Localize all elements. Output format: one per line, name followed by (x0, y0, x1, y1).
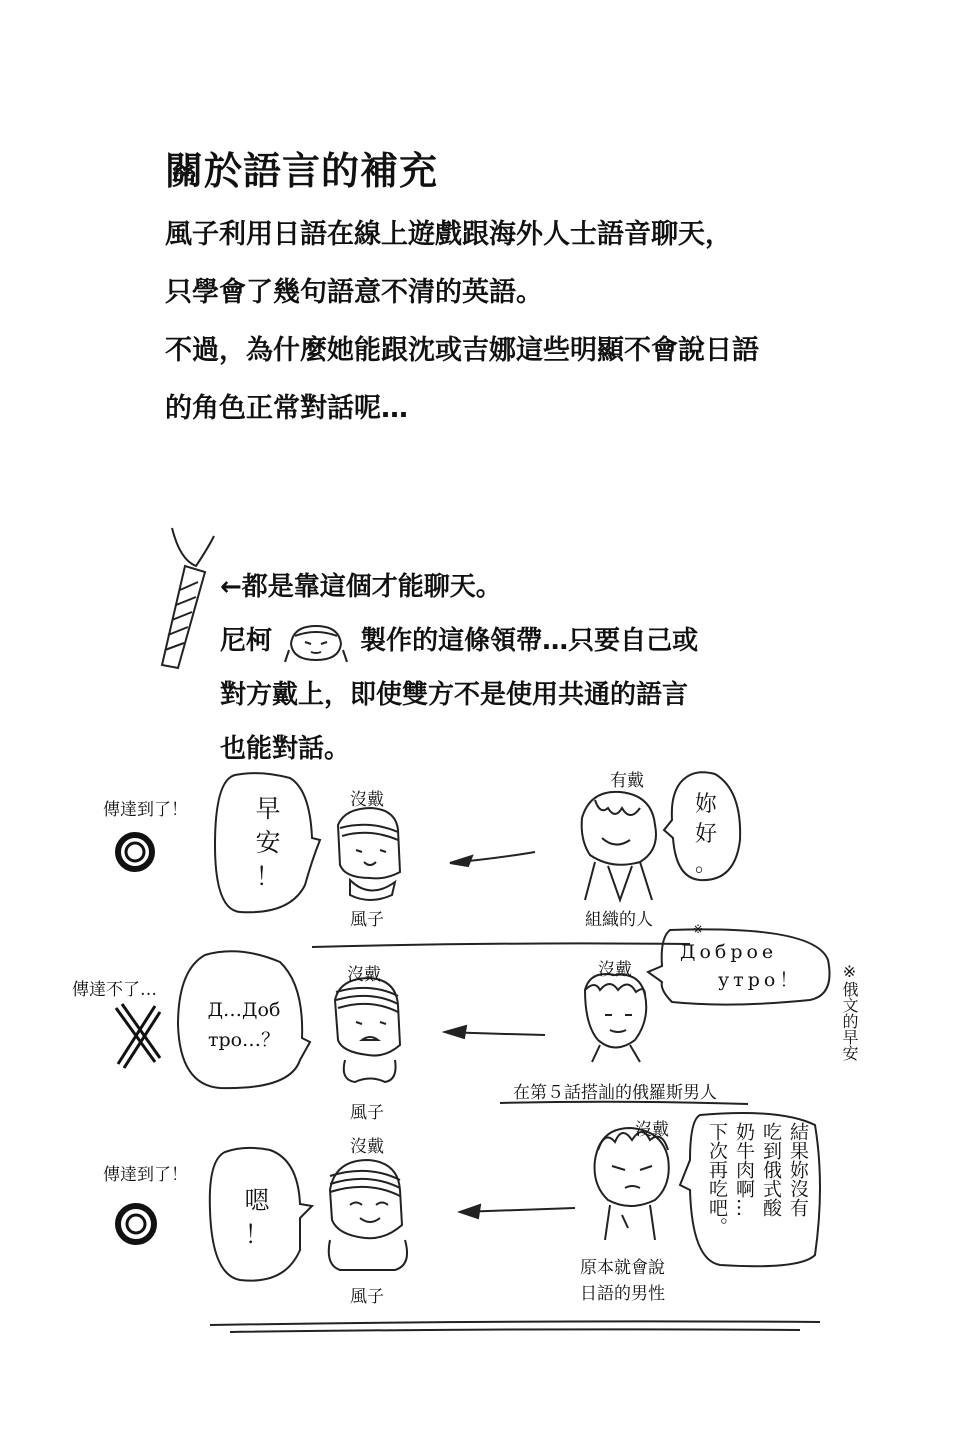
character-name: 風子 (350, 910, 384, 930)
intro-line: 的角色正常對話呢… (165, 393, 408, 424)
tie-text-segment: 尼柯 (220, 626, 273, 656)
russian-man-icon (585, 974, 646, 1062)
tie-text-line: 也能對話。 (220, 734, 351, 764)
tie-status-label: 沒戴 (350, 790, 384, 810)
bubble-line: ！ (255, 862, 281, 891)
result-label: 傳達不了… (72, 980, 157, 1000)
tie-status-label: 沒戴 (347, 965, 381, 985)
bubble-column: 下次再吃吧。 (706, 1122, 728, 1236)
tie-status-label: 沒戴 (598, 960, 632, 980)
bubble-line: утро！ (718, 969, 803, 991)
character-name (580, 1255, 665, 1307)
arrow-icon (445, 1026, 545, 1038)
intro-line: 只學會了幾句語意不清的英語。 (165, 277, 543, 308)
arrow-icon (450, 852, 535, 866)
bubble-line: 妳 (694, 792, 717, 817)
speech-bubble-text (232, 1184, 282, 1252)
bubble-line: ！ (244, 1220, 270, 1249)
tie-status-label: 有戴 (610, 771, 644, 791)
character-name: 風子 (350, 1287, 384, 1307)
bubble-line: Д…Доб (207, 999, 281, 1021)
name-line: 日語的男性 (580, 1284, 665, 1304)
speech-bubble-text (703, 1122, 811, 1262)
side-note: ※俄文的早安 (840, 962, 859, 1061)
tie-text-line: ←都是靠這個才能聊天。 (220, 572, 502, 602)
tie-text-segment: 製作的這條領帶…只要自己或 (360, 626, 699, 656)
organization-person-icon (582, 792, 656, 900)
bubble-column: 奶牛肉啊… (733, 1122, 755, 1217)
result-label: 傳達到了！ (103, 1165, 188, 1185)
speech-bubble-text (238, 792, 298, 894)
fuuko-character-icon (329, 1160, 407, 1270)
japanese-speaking-man-icon (595, 1128, 669, 1240)
page-title: 關於語言的補充 (165, 149, 439, 193)
result-label: 傳達到了！ (103, 800, 188, 820)
bubble-line: 嗯 (244, 1186, 270, 1215)
tie-text-line: 對方戴上，即使雙方不是使用共通的語言 (220, 680, 689, 710)
circle-icon (118, 835, 152, 869)
bubble-line: 安 (255, 828, 281, 857)
bottom-divider (210, 1321, 820, 1332)
fuuko-character-icon (335, 978, 400, 1082)
footnote-mark: ※ (693, 922, 704, 936)
bubble-line: тро…？ (207, 1029, 281, 1051)
intro-line: 風子利用日語在線上遊戲跟海外人士語音聊天， (165, 219, 732, 250)
speech-bubble-text (192, 995, 296, 1055)
character-name: 風子 (350, 1103, 384, 1123)
tie-status-label: 沒戴 (350, 1137, 384, 1157)
row-divider (312, 943, 690, 947)
intro-line: 不過，為什麼她能跟沈或吉娜這些明顯不會說日語 (165, 335, 759, 366)
bubble-line: 早 (255, 794, 281, 823)
bubble-line: Доброе (680, 941, 778, 963)
arrow-icon (460, 1205, 575, 1218)
cross-icon (116, 1004, 160, 1068)
bubble-column: 結果妳沒有 (787, 1122, 809, 1217)
character-name: 組織的人 (585, 910, 653, 930)
necktie-explanation (220, 560, 698, 776)
character-name: 在第５話搭訕的俄羅斯男人 (513, 1083, 717, 1103)
name-line: 原本就會說 (580, 1258, 665, 1278)
circle-icon (118, 1206, 154, 1242)
nico-face-icon (281, 620, 351, 664)
necktie-icon (162, 528, 214, 668)
speech-bubble-text (684, 790, 728, 880)
bubble-column: 吃到俄式酸 (760, 1122, 782, 1217)
bubble-line: 。 (694, 852, 717, 877)
fuuko-character-icon (338, 808, 400, 900)
speech-bubble-text (680, 938, 820, 994)
tie-text-line (220, 614, 698, 668)
bubble-line: 好 (694, 822, 717, 847)
tie-status-label: 沒戴 (635, 1120, 669, 1140)
